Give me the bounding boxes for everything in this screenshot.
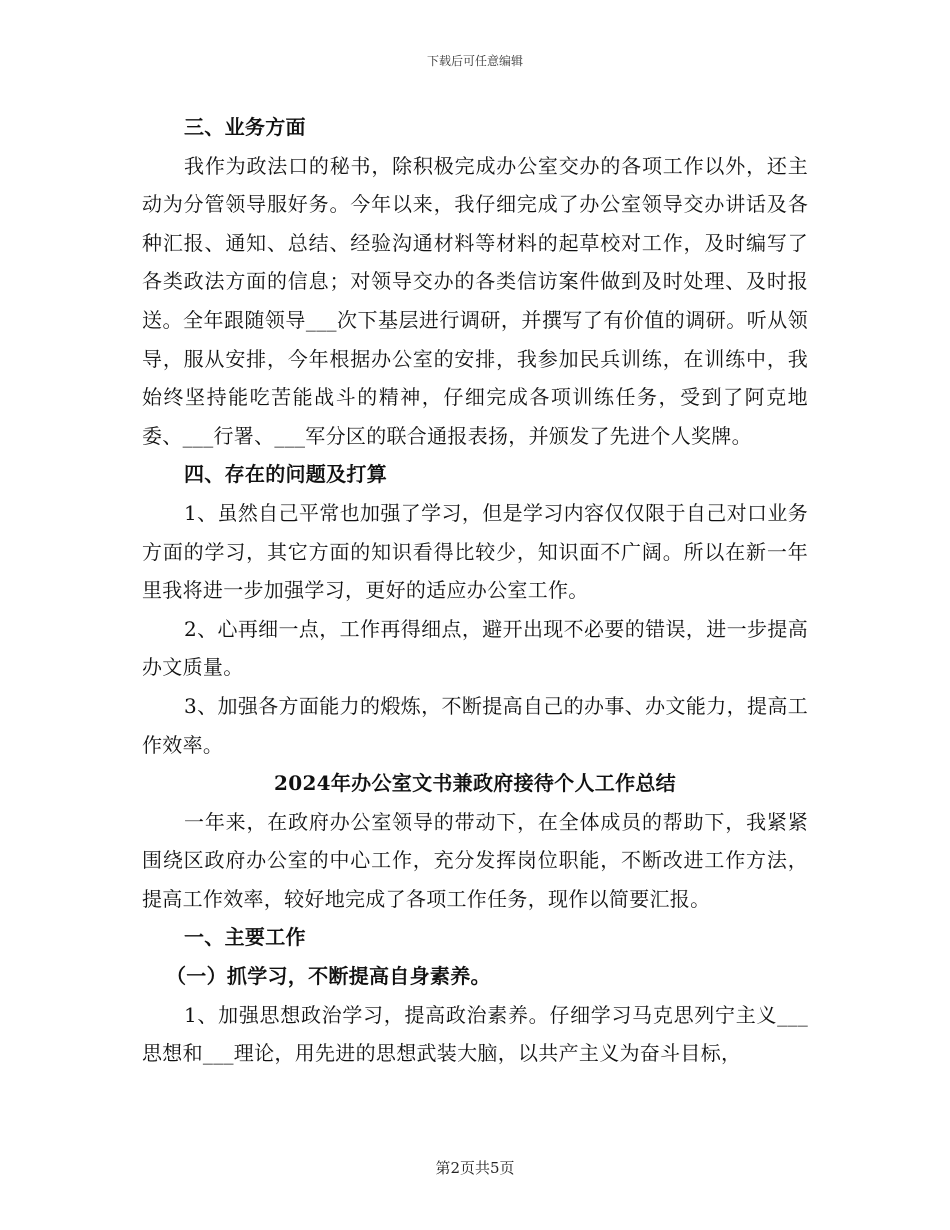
paragraph-intro: 一年来，在政府办公室领导的带动下，在全体成员的帮助下，我紧紧围绕区政府办公室的中心工作，充分发挥岗位职能，不断改进工作方法，提高工作效率，较好地完成了各项工作任务，现作以简要汇报。 xyxy=(142,809,808,911)
paragraph-business: 我作为政法口的秘书，除积极完成办公室交办的各项工作以外，还主动为分管领导服好务。今年以来，我仔细完成了办公室领导交办讲话及各种汇报、通知、总结、经验沟通材料等材料的起草校对工作，及时编写了各类政法方面的信息；对领导交办的各类信访案件做到及时处理、及时报送。全年跟随领导___次下基层进行调研，并撰写了有价值的调研。听从领导，服从安排，今年根据办公室的安排，我参加民兵训练，在训练中，我始终坚持能吃苦能战斗的精神，仔细完成各项训练任务，受到了阿克地委、___行署、___军分区的联合通报表扬，并颁发了先进个人奖牌。 xyxy=(142,153,808,448)
page-header-note: 下载后可任意编辑 xyxy=(426,54,523,68)
document-title: 2024年办公室文书兼政府接待个人工作总结 xyxy=(274,771,676,796)
paragraph-study-1: 1、加强思想政治学习，提高政治素养。仔细学习马克思列宁主义___思想和___理论，用先进的思想武装大脑，以共产主义为奋斗目标， xyxy=(142,1002,808,1066)
section-heading-business: 三、业务方面 xyxy=(184,115,306,139)
page-number-footer: 第2页共5页 xyxy=(435,1159,515,1177)
paragraph-problem-1: 1、虽然自己平常也加强了学习，但是学习内容仅仅限于自己对口业务方面的学习，其它方面的知识看得比较少，知识面不广阔。所以在新一年里我将进一步加强学习，更好的适应办公室工作。 xyxy=(142,500,808,603)
paragraph-problem-3: 3、加强各方面能力的煅炼，不断提高自己的办事、办文能力，提高工作效率。 xyxy=(142,693,808,757)
subsection-heading-study: （一）抓学习，不断提高自身素养。 xyxy=(166,964,491,989)
paragraph-problem-2: 2、心再细一点，工作再得细点，避开出现不必要的错误，进一步提高办文质量。 xyxy=(142,616,808,680)
section-heading-main-work: 一、主要工作 xyxy=(184,925,306,950)
section-heading-problems: 四、存在的问题及打算 xyxy=(184,462,387,487)
document-body xyxy=(142,108,808,1073)
